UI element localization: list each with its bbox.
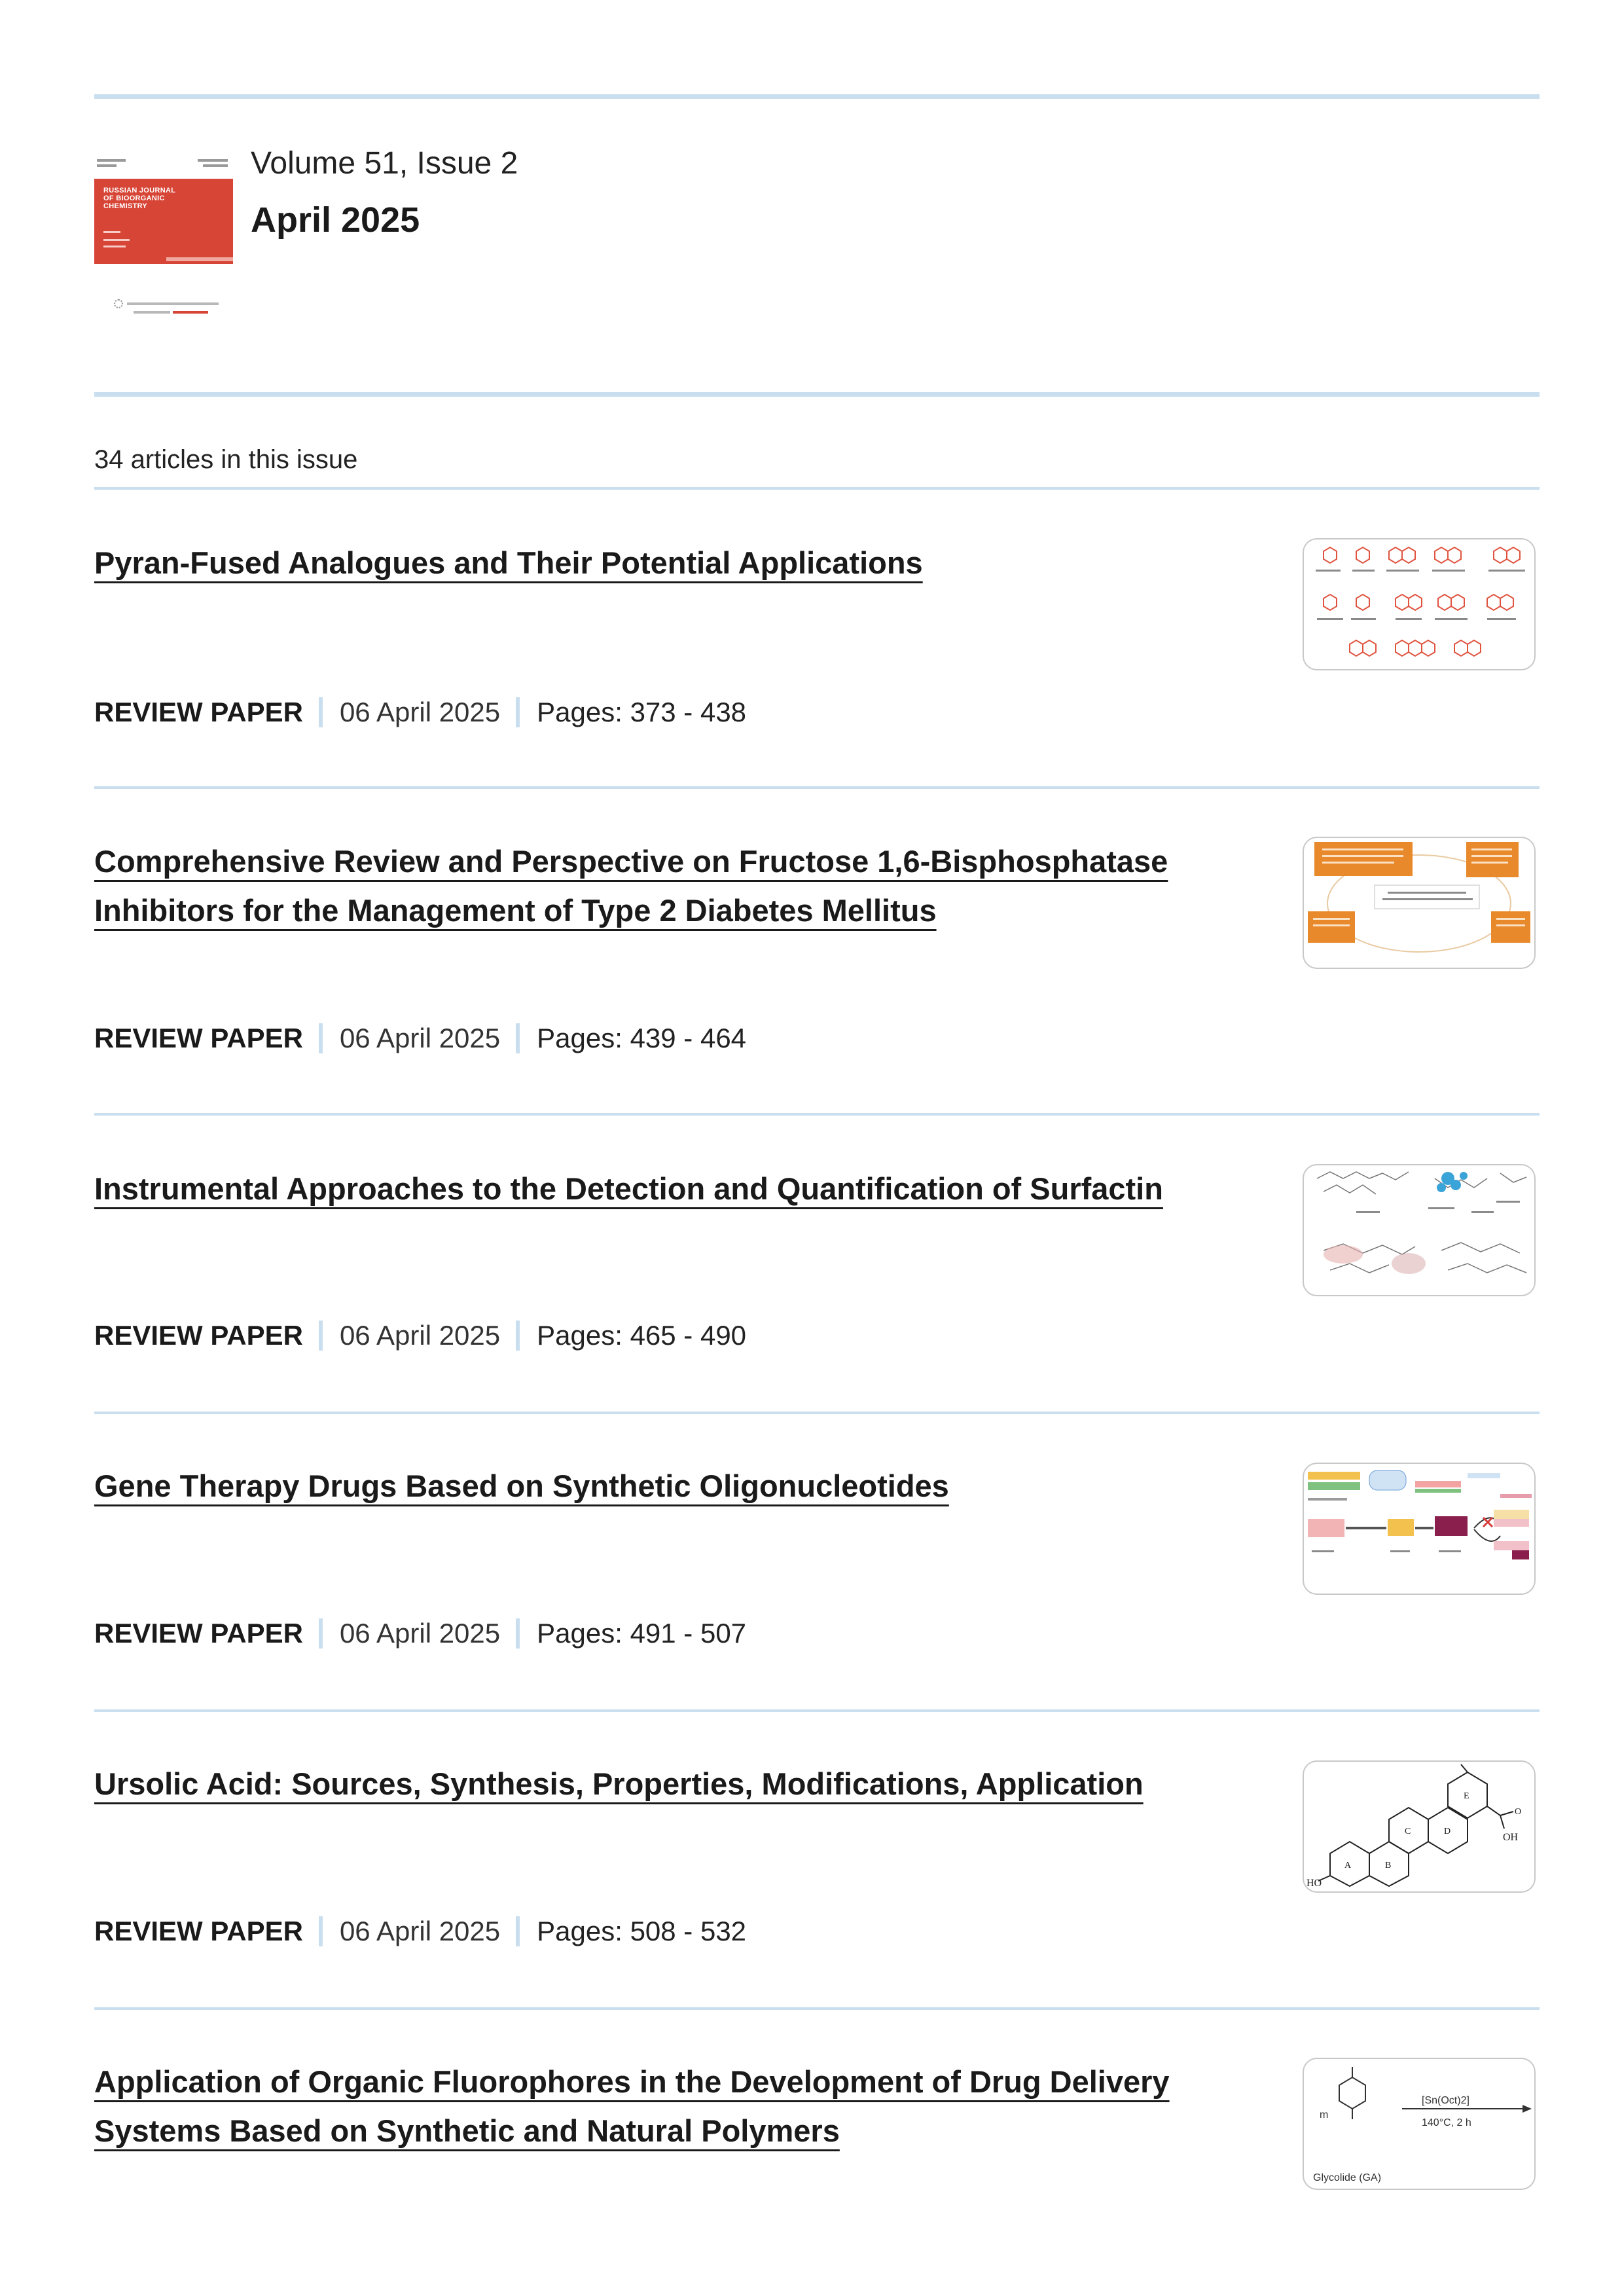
meta-separator (516, 1023, 520, 1053)
journal-cover-image[interactable] (94, 155, 233, 333)
ursolic-label-oh: OH (1503, 1832, 1519, 1843)
article-pages: Pages: 439 - 464 (537, 1023, 747, 1053)
article-type: REVIEW PAPER (94, 1320, 303, 1351)
article-date: 06 April 2025 (339, 697, 501, 727)
cover-red-block (94, 179, 233, 264)
article-title-link[interactable]: Comprehensive Review and Perspective on Fructose 1,6-Bisphosphatase Inhibitors for the Management of Type 2 Diabetes Mellitus (94, 844, 1168, 928)
meta-separator (516, 697, 520, 727)
article-date: 06 April 2025 (339, 1320, 501, 1351)
fluorophore-label-m: m (1320, 2109, 1329, 2121)
top-divider (94, 94, 1540, 99)
issue-date: April 2025 (251, 200, 420, 240)
ursolic-label-d: D (1444, 1827, 1451, 1836)
meta-separator (319, 1023, 323, 1053)
article-title (94, 837, 1233, 935)
header-divider (94, 392, 1540, 397)
meta-separator (319, 1618, 323, 1649)
article-count: 34 articles in this issue (94, 445, 358, 474)
article-title-link[interactable]: Gene Therapy Drugs Based on Synthetic Oligonucleotides (94, 1468, 949, 1503)
article-meta (94, 1916, 746, 1947)
article-date: 06 April 2025 (339, 1916, 501, 1946)
article-thumbnail[interactable] (1303, 837, 1536, 969)
issue-volume: Volume 51, Issue 2 (251, 146, 518, 181)
article-divider (94, 1412, 1540, 1414)
article-thumbnail[interactable] (1303, 2058, 1536, 2190)
article-title (94, 1461, 1246, 1510)
article-title (94, 1164, 1272, 1213)
article-divider (94, 1113, 1540, 1116)
article-type: REVIEW PAPER (94, 1618, 303, 1649)
article-pages: Pages: 373 - 438 (537, 697, 747, 727)
article-title-link[interactable]: Instrumental Approaches to the Detection and Quantification of Surfactin (94, 1171, 1163, 1206)
article-pages: Pages: 508 - 532 (537, 1916, 747, 1946)
ursolic-label-a: A (1344, 1861, 1352, 1870)
article-meta (94, 1023, 746, 1054)
article-divider (94, 1709, 1540, 1712)
article-type: REVIEW PAPER (94, 1023, 303, 1053)
ursolic-label-e: E (1464, 1791, 1469, 1801)
publisher-logo-icon (114, 299, 123, 308)
article-title-link[interactable]: Application of Organic Fluorophores in the Development of Drug Delivery Systems Based on Synthetic and Natural Polymers (94, 2064, 1170, 2148)
article-date: 06 April 2025 (339, 1618, 501, 1649)
article-meta (94, 1618, 746, 1649)
article-date: 06 April 2025 (339, 1023, 501, 1053)
cover-title: RUSSIAN JOURNAL OF BIOORGANIC CHEMISTRY (103, 187, 176, 210)
meta-separator (319, 1321, 323, 1351)
article-meta (94, 1320, 746, 1351)
article-title-link[interactable]: Ursolic Acid: Sources, Synthesis, Properties, Modifications, Application (94, 1766, 1144, 1801)
article-title (94, 2057, 1233, 2155)
meta-separator (516, 1916, 520, 1946)
article-thumbnail[interactable] (1303, 1463, 1536, 1595)
ursolic-label-o: O (1515, 1807, 1522, 1817)
article-title (94, 538, 1246, 587)
article-thumbnail[interactable] (1303, 1760, 1536, 1893)
article-type: REVIEW PAPER (94, 1916, 303, 1946)
article-title (94, 1759, 1272, 1808)
article-thumbnail[interactable] (1303, 538, 1536, 670)
article-pages: Pages: 491 - 507 (537, 1618, 747, 1649)
ursolic-label-b: B (1385, 1861, 1392, 1870)
meta-separator (319, 697, 323, 727)
fluorophore-label-conditions: 140°C, 2 h (1422, 2117, 1471, 2128)
count-divider (94, 487, 1540, 490)
article-pages: Pages: 465 - 490 (537, 1320, 747, 1351)
article-title-link[interactable]: Pyran-Fused Analogues and Their Potential Applications (94, 545, 923, 580)
ursolic-label-c: C (1405, 1827, 1411, 1836)
ursolic-label-ho: HO (1307, 1878, 1322, 1889)
meta-separator (516, 1618, 520, 1649)
meta-separator (516, 1321, 520, 1351)
meta-separator (319, 1916, 323, 1946)
fluorophore-label-glycolide: Glycolide (GA) (1313, 2172, 1382, 2183)
article-type: REVIEW PAPER (94, 697, 303, 727)
fluorophore-label-catalyst: [Sn(Oct)2] (1422, 2095, 1469, 2106)
article-meta (94, 697, 746, 728)
article-divider (94, 2007, 1540, 2010)
article-thumbnail[interactable] (1303, 1164, 1536, 1296)
article-divider (94, 786, 1540, 789)
